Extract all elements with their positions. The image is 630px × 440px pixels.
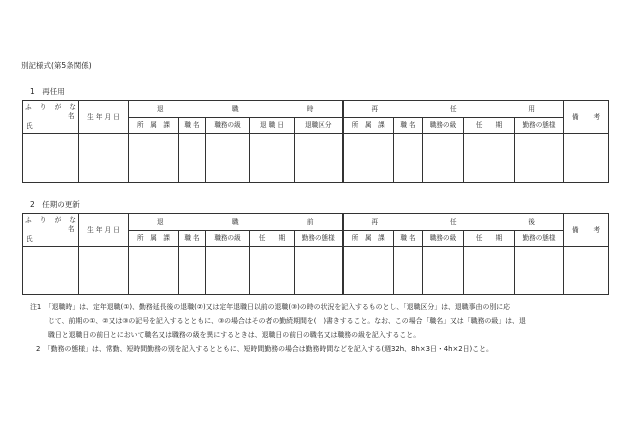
note-1-line-1: 注1 「退職時」は、定年退職(①)、勤務延長後の退職(②)又は定年退職日以前の退職(③)の時の状況を記入するものとし、「退職区分」は、退職事由の別に応 bbox=[30, 303, 511, 311]
col-department: 所 属 課 bbox=[343, 118, 394, 134]
reappointment-group-header: 再 任 用 bbox=[343, 101, 564, 118]
col-grade: 職務の級 bbox=[423, 231, 464, 247]
term-renewal-table bbox=[22, 213, 609, 295]
col-work-style: 勤務の態様 bbox=[515, 118, 564, 134]
col-grade: 職務の級 bbox=[206, 118, 250, 134]
note-1-line-3: 職日と退職日の前日とにおいて職名又は職務の級を異にするときは、退職日の前日の職名又は職務の級を記入すること。 bbox=[48, 331, 421, 339]
name-header: ふ り が な 氏 bbox=[23, 214, 79, 247]
note-2: 2 「勤務の態様」は、常勤、短時間勤務の別を記入するとともに、短時間勤務の場合は勤務時間などを記入する(週32h、8h×3日・4h×2日)こと。 bbox=[36, 345, 493, 353]
reappointment-table bbox=[22, 100, 609, 183]
remarks-header: 備 考 bbox=[564, 101, 609, 134]
col-department: 所 属 課 bbox=[343, 231, 394, 247]
col-retirement-type: 退職区分 bbox=[295, 118, 343, 134]
col-department: 所 属 課 bbox=[129, 118, 179, 134]
col-term: 任 期 bbox=[250, 231, 295, 247]
section2-title: 2 任期の更新 bbox=[30, 200, 80, 209]
col-term: 任 期 bbox=[464, 231, 515, 247]
form-title: 別記様式(第5条関係) bbox=[21, 61, 92, 70]
col-work-style: 勤務の態様 bbox=[295, 231, 343, 247]
name-label-mei: 名 bbox=[68, 225, 75, 233]
table-row bbox=[23, 247, 609, 295]
col-position: 職 名 bbox=[179, 231, 206, 247]
col-grade: 職務の級 bbox=[206, 231, 250, 247]
table-row bbox=[23, 134, 609, 183]
col-department: 所 属 課 bbox=[129, 231, 179, 247]
birthdate-header: 生 年 月 日 bbox=[79, 214, 129, 247]
col-position: 職 名 bbox=[179, 118, 206, 134]
retirement-group-header: 退 職 時 bbox=[129, 101, 343, 118]
col-term: 任 期 bbox=[464, 118, 515, 134]
remarks-header: 備 考 bbox=[564, 214, 609, 247]
col-position: 職 名 bbox=[394, 118, 423, 134]
birthdate-header: 生 年 月 日 bbox=[79, 101, 129, 134]
col-retirement-date: 退 職 日 bbox=[250, 118, 295, 134]
col-position: 職 名 bbox=[394, 231, 423, 247]
before-renewal-group-header: 退 職 前 bbox=[129, 214, 343, 231]
col-grade: 職務の級 bbox=[423, 118, 464, 134]
note-1-line-2: じて、前期の①、②又は③の記号を記入するとともに、③の場合はその者の勤続期間を( )書きすること。なお、この場合「職名」又は「職務の級」は、退 bbox=[48, 317, 526, 325]
col-work-style: 勤務の態様 bbox=[515, 231, 564, 247]
section1-title: 1 再任用 bbox=[30, 87, 65, 96]
name-header: ふ り が な 氏 bbox=[23, 101, 79, 134]
after-renewal-group-header: 再 任 後 bbox=[343, 214, 564, 231]
name-label-mei: 名 bbox=[68, 112, 75, 120]
